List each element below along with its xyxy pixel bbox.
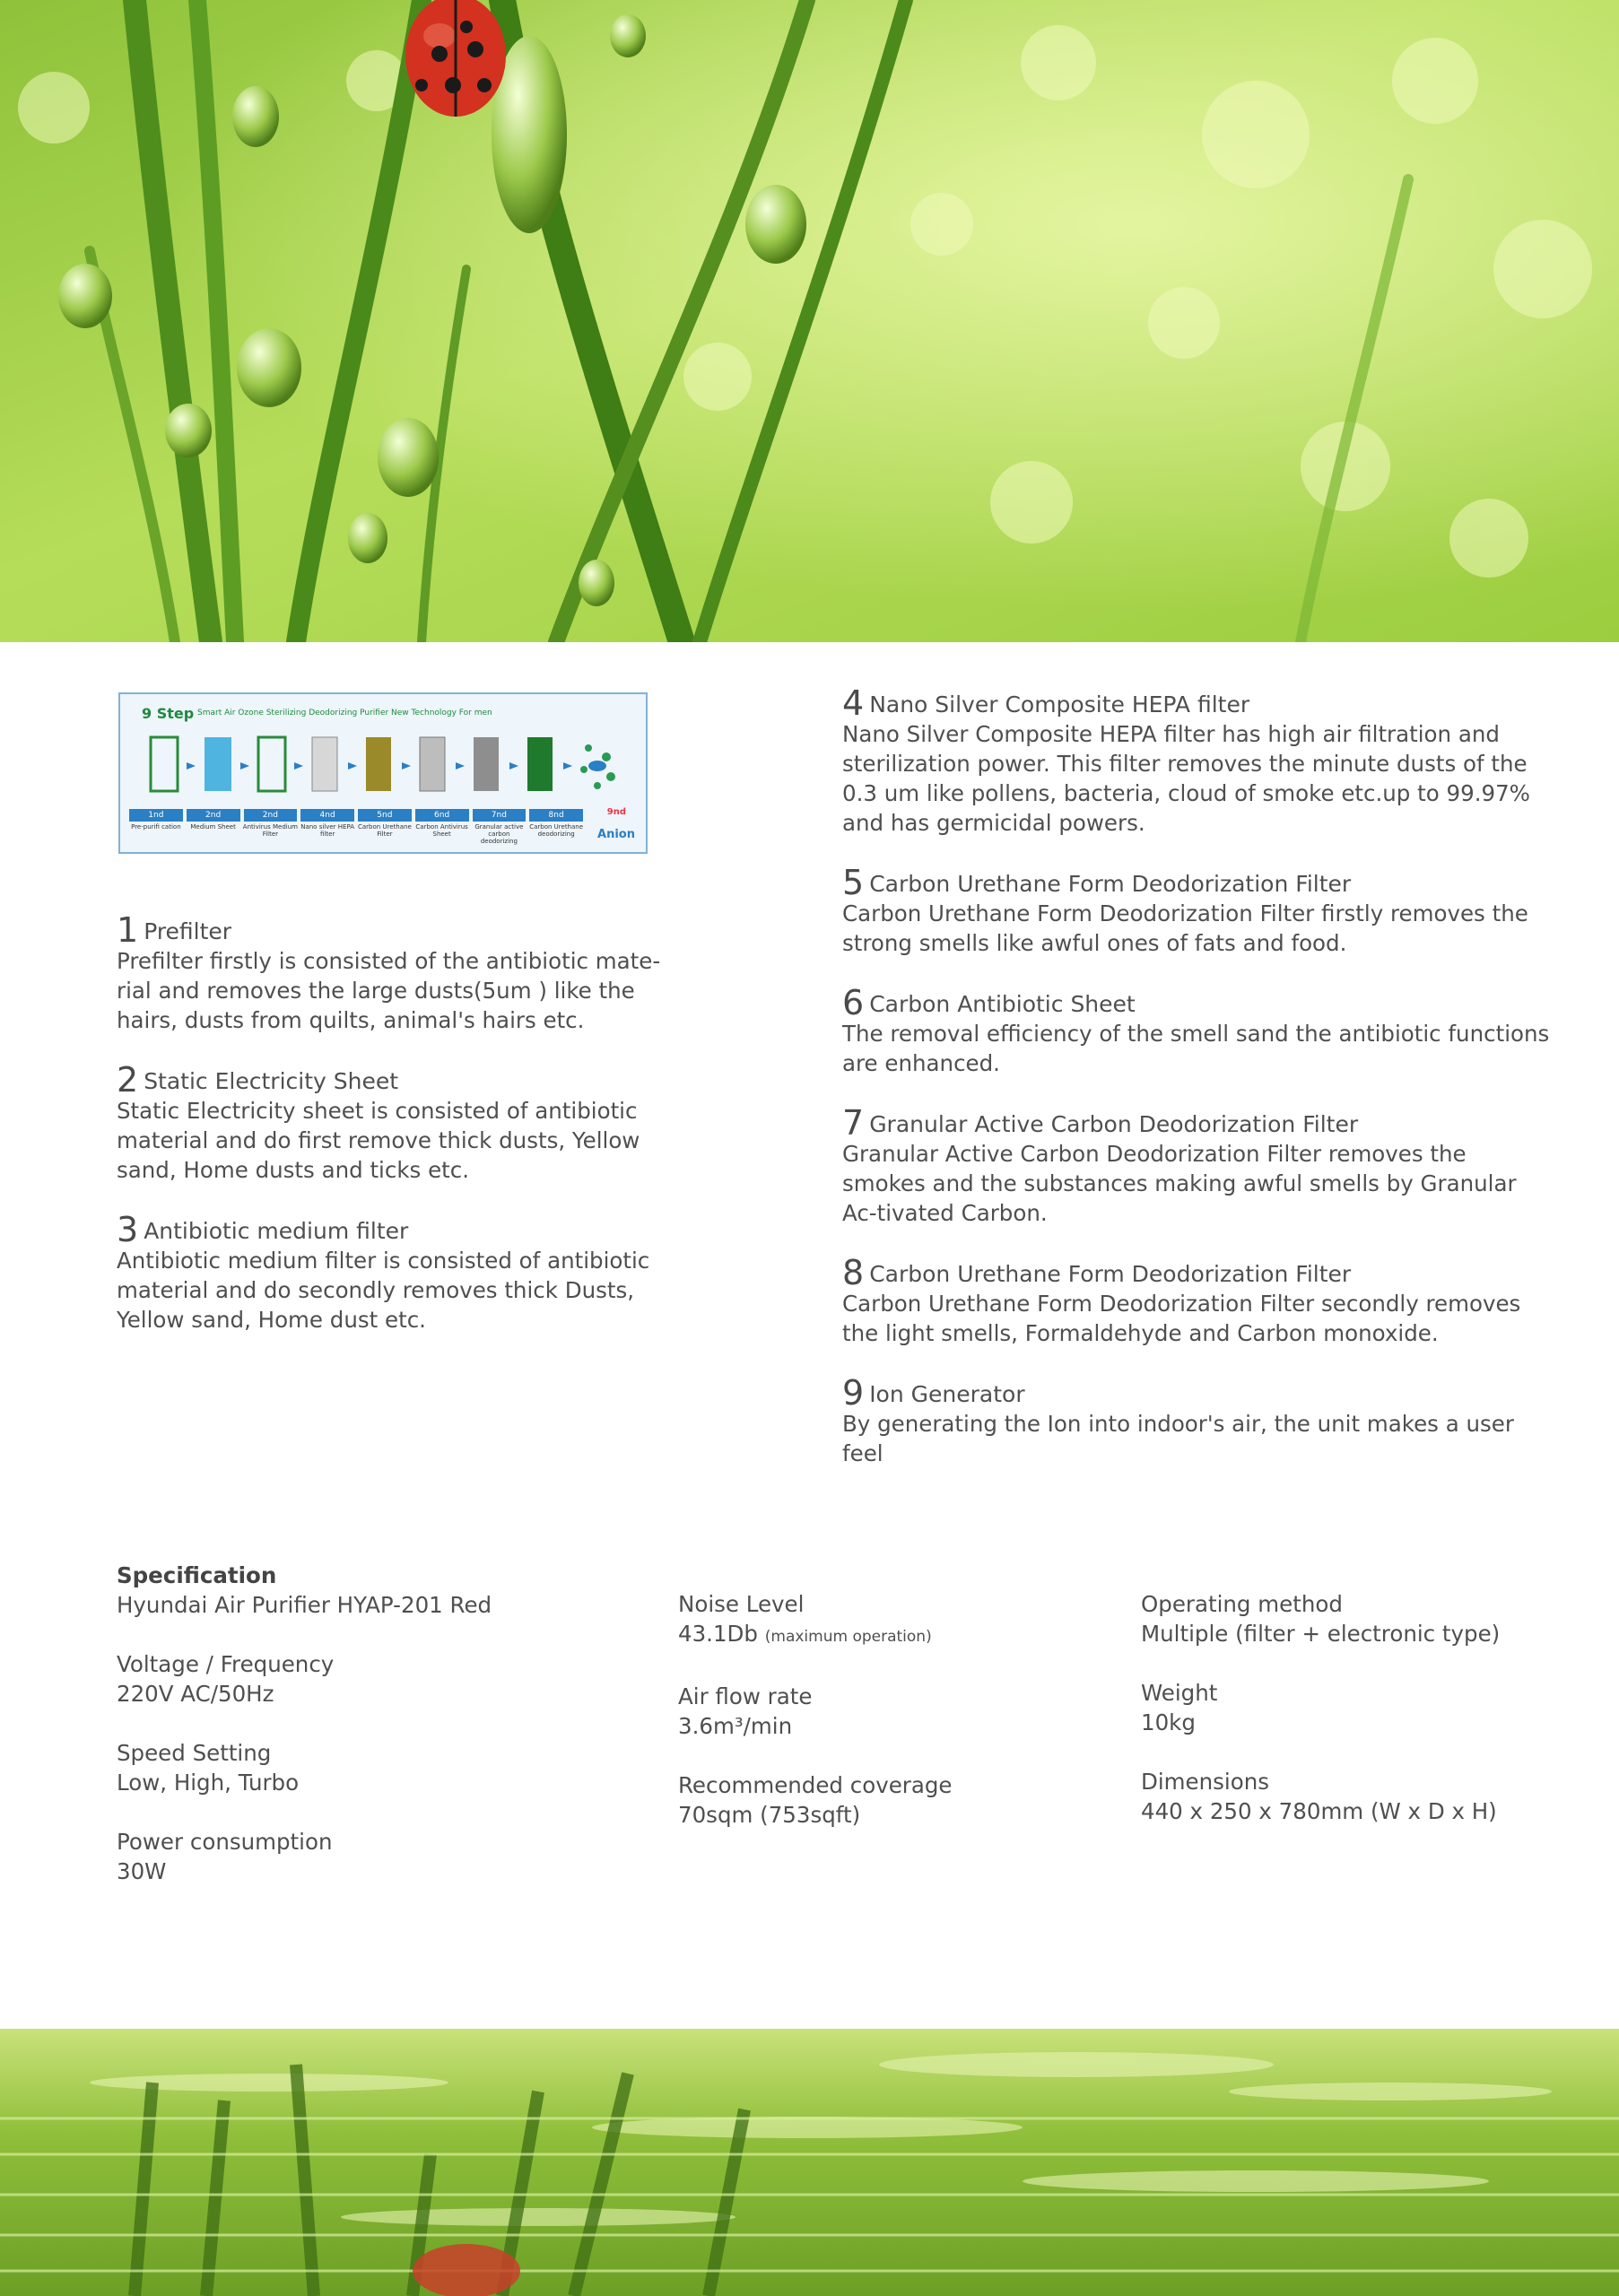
spec-value: 10kg [1141,1709,1196,1735]
spec-column-1 [117,1561,619,1916]
spec-note: (maximum operation) [764,1628,932,1646]
filter-item [842,683,1551,838]
ladybug-icon [405,0,506,117]
step-label: Carbon Antivirus Sheet [415,823,468,838]
ladybug-reflection-icon [413,2244,520,2296]
diagram-step-labels [127,823,585,845]
filter-title: Prefilter [144,918,232,944]
filter-title: Carbon Urethane Form Deodorization Filter [869,1261,1352,1287]
step-label: Granular active carbon deodorizing [474,823,524,845]
filter-steps-diagram [118,692,648,854]
filter-number: 2 [117,1060,139,1100]
step-label: Carbon Urethane deodorizing [529,823,584,838]
filter-description: Carbon Urethane Form Deodorization Filter secondly removes the light smells, Formaldehyde and Carbon monoxide. [842,1291,1521,1346]
filter-number: 3 [117,1210,139,1249]
filter-number: 4 [842,683,865,723]
step-label: Medium Sheet [190,823,236,831]
filter-list-left [117,910,673,1362]
step-badge: 2nd [187,809,240,822]
spec-column-2 [678,1589,1100,1859]
spec-label: Voltage / Frequency [117,1651,335,1677]
filter-title: Antibiotic medium filter [144,1218,409,1244]
filter-number: 5 [842,863,865,902]
filter-item [842,1103,1551,1228]
step-badge: 4nd [300,809,354,822]
filter-item [842,1373,1551,1468]
diagram-subtitle: Smart Air Ozone Sterilizing Deodorizing Purifier New Technology For men [197,709,492,718]
hero-grass-image [0,0,1619,642]
spec-label: Operating method [1141,1591,1343,1617]
step-badge-ninth: 9nd [606,807,626,817]
step-badge: 6nd [415,809,469,822]
filter-title: Nano Silver Composite HEPA filter [869,691,1250,718]
filter-layers-illustration [131,730,633,802]
step-badge: 5nd [358,809,412,822]
spec-heading: Specification [117,1562,277,1588]
step-badge: 1nd [129,809,183,822]
spec-label: Power consumption [117,1829,333,1855]
filter-description: Carbon Urethane Form Deodorization Filter firstly removes the strong smells like awful ones of fats and food. [842,900,1528,956]
filter-title: Carbon Urethane Form Deodorization Filter [869,871,1352,897]
filter-item [117,1210,673,1335]
filter-item [117,910,673,1035]
filter-description: Nano Silver Composite HEPA filter has high air filtration and sterilization power. This filter removes the minute dusts of the 0.3 um like pollens, bacteria, cloud of smoke etc.up to 99.97% and has germicidal powers. [842,721,1530,836]
step-label: Carbon Urethane Filter [357,823,412,838]
filter-item [842,865,1551,958]
spec-label: Weight [1141,1680,1218,1706]
filter-description: By generating the Ion into indoor's air, the unit makes a user feel [842,1411,1514,1466]
step-badge: 7nd [473,809,527,822]
filter-number: 7 [842,1103,865,1143]
spec-label: Noise Level [678,1591,805,1617]
filter-number: 9 [842,1373,865,1413]
filter-description: Antibiotic medium filter is consisted of antibiotic material and do secondly removes thick Dusts, Yellow sand, Home dust etc. [117,1248,650,1333]
spec-column-3 [1141,1589,1589,1856]
spec-value: 30W [117,1858,167,1884]
spec-value: Low, High, Turbo [117,1770,300,1796]
filter-item [842,1253,1551,1348]
spec-label: Air flow rate [678,1683,813,1709]
step-label: Pre-purifi cation [131,823,181,831]
spec-value: 3.6m³/min [678,1713,793,1739]
spec-value: 220V AC/50Hz [117,1681,274,1707]
filter-title: Static Electricity Sheet [144,1068,399,1094]
filter-number: 6 [842,983,865,1022]
filter-list-right [842,683,1551,1496]
filter-title: Granular Active Carbon Deodorization Filter [869,1111,1359,1137]
spec-value: 43.1Db [678,1621,758,1647]
spec-value: 70sqm (753sqft) [678,1802,861,1828]
spec-model: Hyundai Air Purifier HYAP-201 Red [117,1592,492,1618]
filter-description: Static Electricity sheet is consisted of antibiotic material and do first remove thick dusts, Yellow sand, Home dusts and ticks etc. [117,1098,640,1183]
filter-title: Carbon Antibiotic Sheet [869,991,1136,1017]
diagram-title: 9 Step [142,705,195,722]
spec-value: Multiple (filter + electronic type) [1141,1621,1501,1647]
spec-value: 440 x 250 x 780mm (W x D x H) [1141,1798,1497,1824]
diagram-step-badges [127,809,585,822]
filter-item [842,983,1551,1078]
filter-number: 8 [842,1253,865,1292]
spec-label: Recommended coverage [678,1772,953,1798]
water-reflection-image [0,2029,1619,2296]
anion-label: Anion [597,828,635,841]
filter-number: 1 [117,910,139,950]
step-label: Antivirus Medium Filter [242,823,298,838]
spec-label: Dimensions [1141,1769,1269,1795]
spec-label: Speed Setting [117,1740,272,1766]
filter-description: The removal efficiency of the smell sand the antibiotic functions are enhanced. [842,1021,1550,1076]
filter-item [117,1060,673,1185]
filter-title: Ion Generator [869,1381,1025,1407]
filter-description: Granular Active Carbon Deodorization Filter removes the smokes and the substances making awful smells by Granular Ac-tivated Carbon. [842,1141,1517,1226]
filter-description: Prefilter firstly is consisted of the antibiotic mate-rial and removes the large dusts(5um ) like the hairs, dusts from quilts, animal's hairs etc. [117,948,661,1033]
step-label: Nano silver HEPA filter [300,823,355,838]
step-badge: 2nd [244,809,298,822]
step-badge: 8nd [529,809,583,822]
